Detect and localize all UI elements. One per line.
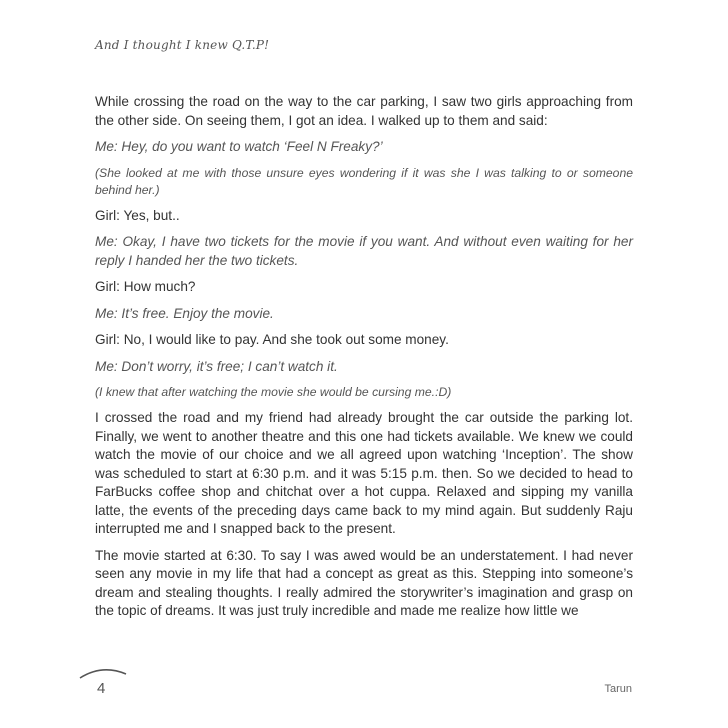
footer-ornament-curve [78,666,128,680]
dialogue-me: Me: It’s free. Enjoy the movie. [95,305,274,321]
dialogue-girl: Girl: Yes, but.. [95,207,180,223]
paragraph: The movie started at 6:30. To say I was awed would be an understatement. I had never seen any movie in my life that had a concept as great as this. Stepping into someone’s dream and stealing thoughts. I really admired the storywriter’s imagination and grasp on the topic of dreams. It was just truly incredible and made me realize how little we [95,547,633,618]
narration-note: (I knew that after watching the movie she would be cursing me.:D) [95,385,452,399]
running-header: And I thought I knew Q.T.P! [95,38,270,52]
page-body [95,93,633,629]
paragraph: While crossing the road on the way to the car parking, I saw two girls approaching from the other side. On seeing them, I got an idea. I walked up to them and said: [95,94,633,128]
dialogue-girl: Girl: No, I would like to pay. And she took out some money. [95,332,449,347]
dialogue-girl: Girl: How much? [95,279,196,294]
narration-note: (She looked at me with those unsure eyes wondering if it was she I was talking to or someone behind her.) [95,165,633,197]
dialogue-me: Me: Hey, do you want to watch ‘Feel N Freaky?’ [95,139,383,154]
dialogue-me: Me: Don’t worry, it’s free; I can’t watch it. [95,358,338,374]
page-number: 4 [97,680,106,697]
paragraph: I crossed the road and my friend had already brought the car outside the parking lot. Finally, we went to another theatre and this one had tickets available. We knew we could watch the movie of our choice and we all agreed upon watching ‘Inception’. The show was scheduled to start at 6:30 p.m. and it was 5:15 p.m. then. So we decided to head to FarBucks coffee shop and chitchat over a hot cuppa. Relaxed and sipping my vanilla latte, the events of the preceding days came back to my mind again. But suddenly Raju interrupted me and I snapped back to the present. [95,410,633,536]
footer-author: Tarun [604,683,632,695]
dialogue-me: Me: Okay, I have two tickets for the movie if you want. And without even waiting for her reply I handed her the two tickets. [95,234,633,268]
